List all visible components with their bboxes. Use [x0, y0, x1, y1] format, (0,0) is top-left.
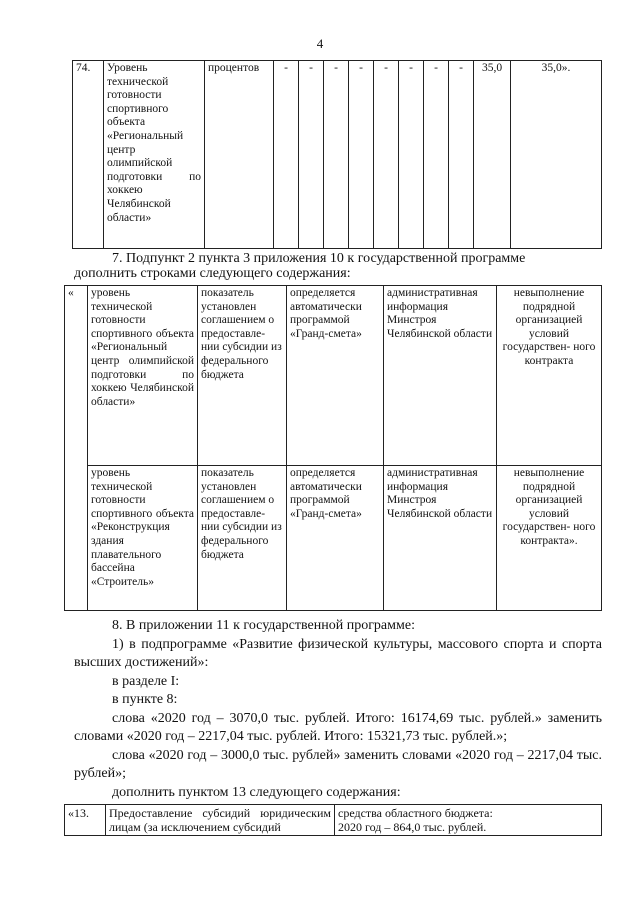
replace-words-1: слова «2020 год – 3070,0 тыс. рублей. Итого: 16174,69 тыс. рублей.» заменить словами «2020 год – 2217,04 тыс. рублей. Итого: 15321,73 тыс. рублей.»;	[74, 710, 602, 744]
funds-line-1: средства областного бюджета:	[338, 806, 493, 820]
dash-cell: -	[374, 61, 399, 249]
dash-cell: -	[424, 61, 449, 249]
source-cell: административная информация Минстроя Челябинской области	[384, 466, 497, 611]
paragraph-7	[74, 250, 602, 283]
indicator-table-row-74	[72, 60, 602, 249]
appendix-10-table	[64, 285, 602, 611]
indicator-name: уровень технической готовности спортивного объекта «Реконструкция здания плавательного бассейна «Строитель»	[88, 466, 198, 611]
dash-cell: -	[324, 61, 349, 249]
value-cell: 35,0	[474, 61, 511, 249]
subprogram-line: 1) в подпрограмме «Развитие физической культуры, массового спорта и спорта высших достижений»:	[74, 636, 602, 670]
basis-cell: показатель установлен соглашением о предоставле- нии субсидии из федерального бюджета	[198, 466, 287, 611]
page-number: 4	[316, 36, 324, 51]
source-cell: административная информация Минстроя Челябинской области	[384, 286, 497, 466]
dash-cell: -	[274, 61, 299, 249]
paragraph-8-heading: 8. В приложении 11 к государственной программе:	[112, 618, 415, 633]
replace-words-2: слова «2020 год – 3000,0 тыс. рублей» заменить словами «2020 год – 2217,04 тыс. рублей»;	[74, 747, 602, 781]
dash-cell: -	[399, 61, 424, 249]
dash-cell: -	[349, 61, 374, 249]
point-line: в пункте 8:	[112, 692, 178, 707]
risk-cell: невыполнение подрядной организацией условий государствен- ного контракта	[497, 286, 602, 466]
method-cell: определяется автоматически программой «Гранд-смета»	[287, 466, 384, 611]
dash-cell: -	[449, 61, 474, 249]
funds-line-2: 2020 год – 864,0 тыс. рублей.	[338, 820, 487, 834]
paragraph-8	[74, 617, 602, 802]
unit-cell: процентов	[205, 61, 274, 249]
paragraph-7-line-2: дополнить строками следующего содержания:	[74, 265, 351, 281]
point-text: Предоставление субсидий юридическим лицам (за исключением субсидий	[106, 805, 335, 836]
indicator-name: уровень технической готовности спортивного объекта «Региональный центр олимпийской подготовки по хоккею Челябинской области»	[88, 286, 198, 466]
basis-cell: показатель установлен соглашением о предоставле- нии субсидии из федерального бюджета	[198, 286, 287, 466]
indicator-name: Уровень технической готовности спортивного объекта «Региональный центр олимпийской подготовки по хоккею Челябинской области»	[104, 61, 205, 249]
open-quote: «	[65, 286, 88, 611]
row-number: 74.	[73, 61, 104, 249]
point-13-table	[64, 804, 602, 836]
value-cell: 35,0».	[511, 61, 602, 249]
paragraph-7-line-1: 7. Подпункт 2 пункта 3 приложения 10 к государственной программе	[112, 251, 526, 266]
dash-cell: -	[299, 61, 324, 249]
funds-cell	[335, 805, 602, 836]
section-line: в разделе I:	[112, 673, 180, 689]
risk-cell: невыполнение подрядной организацией условий государствен- ного контракта».	[497, 466, 602, 611]
point-number: «13.	[65, 805, 106, 836]
method-cell: определяется автоматически программой «Гранд-смета»	[287, 286, 384, 466]
add-point-13: дополнить пунктом 13 следующего содержания:	[112, 784, 401, 800]
